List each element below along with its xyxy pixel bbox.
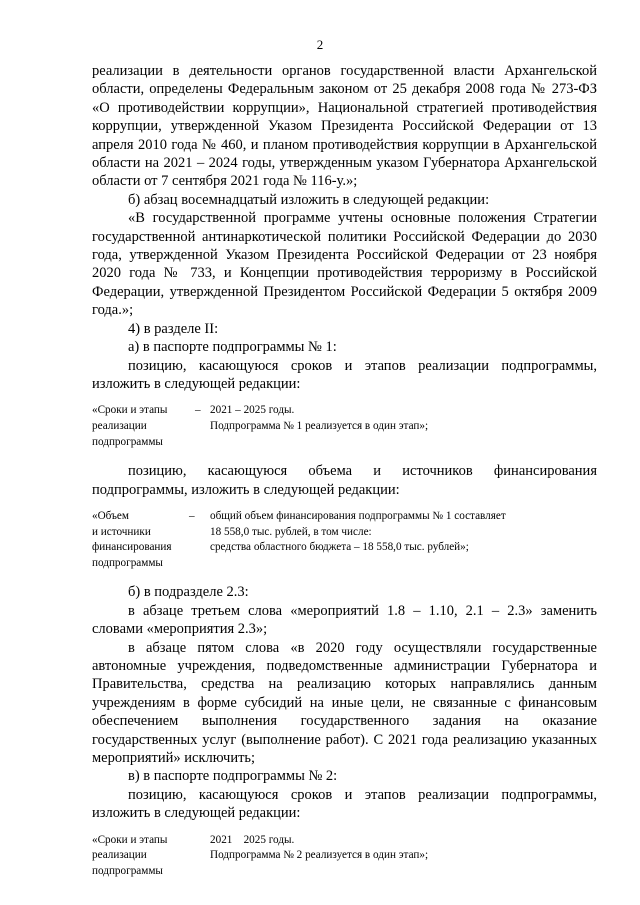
passport-row-terms-1 xyxy=(92,403,597,450)
paragraph-terms-2: позицию, касающуюся сроков и этапов реализации подпрограммы, изложить в следующей редакции: xyxy=(92,786,597,822)
document-body xyxy=(92,62,597,879)
paragraph-quote: «В государственной программе учтены основные положения Стратегии государственной антинаркотической политики Российской Федерации до 2030 года, утвержденной Указом Президента Российской Федерации от 23 ноября 2020 года № 733, и Концепции противодействия терроризму в Российской Федерации, утвержденной Президентом Российской Федерации 5 октября 2009 года.»; xyxy=(92,210,597,319)
passport-dash: – xyxy=(189,509,195,522)
page-number: 2 xyxy=(316,37,324,52)
paragraph-b: б) абзац восемнадцатый изложить в следующей редакции: xyxy=(128,191,490,208)
passport-value: 2021 – 2025 годы. Подпрограмма № 1 реализуется в один этап»; xyxy=(210,404,429,432)
passport-label: «Объем и источники финансирования подпрограммы xyxy=(92,509,172,569)
passport-value: 2021 2025 годы. Подпрограмма № 2 реализуется в один этап»; xyxy=(210,833,429,862)
passport-row-funding-1 xyxy=(92,509,597,571)
paragraph-terms: позицию, касающуюся сроков и этапов реализации подпрограммы, изложить в следующей редакции: xyxy=(92,357,597,392)
paragraph-subsection-2-3: б) в подразделе 2.3: xyxy=(128,584,249,601)
passport-value: общий объем финансирования подпрограммы № 1 составляет 18 558,0 тыс. рублей, в том числе: средства областного бюджета – 18 558,0 тыс. рублей»; xyxy=(210,509,506,554)
paragraph-a: а) в паспорте подпрограммы № 1: xyxy=(128,339,337,356)
paragraph-fifth: в абзаце пятом слова «в 2020 году осуществляли государственные автономные учреждения, подведомственные администрации Губернатора и Правительства, средства на реализацию которых направлялись данным учреждениям в форме субсидий на иные цели, не связанные с финансовым обеспечением выполнения государственного задания на оказание государственных услуг (выполнение работ). С 2021 года реализацию указанных мероприятий» исключить; xyxy=(92,639,597,766)
paragraph-third: в абзаце третьем слова «мероприятий 1.8 – 1.10, 2.1 – 2.3» заменить словами «мероприятия 2.3»; xyxy=(92,602,597,638)
passport-row-terms-2 xyxy=(92,833,597,880)
paragraph-section-ii: 4) в разделе II: xyxy=(128,320,219,337)
passport-label: «Сроки и этапы реализации подпрограммы xyxy=(92,404,168,448)
paragraph-v: в) в паспорте подпрограммы № 2: xyxy=(128,768,338,785)
passport-dash: – xyxy=(195,404,201,417)
paragraph-continuation: реализации в деятельности органов государственной власти Архангельской области, определены Федеральным законом от 25 декабря 2008 года № 273-ФЗ «О противодействии коррупции», Национальной стратегией противодействия коррупции, утвержденной Указом Президента Российской Федерации от 13 апреля 2010 года № 460, и планом противодействия коррупции в Архангельской области на 2021 – 2024 годы, утвержденным указом Губернатора Архангельской области от 7 сентября 2021 года № 116-у.»; xyxy=(92,63,597,190)
paragraph-funding: позицию, касающуюся объема и источников финансирования подпрограммы, изложить в следующей редакции: xyxy=(92,463,597,498)
passport-label: «Сроки и этапы реализации подпрограммы xyxy=(92,833,168,877)
